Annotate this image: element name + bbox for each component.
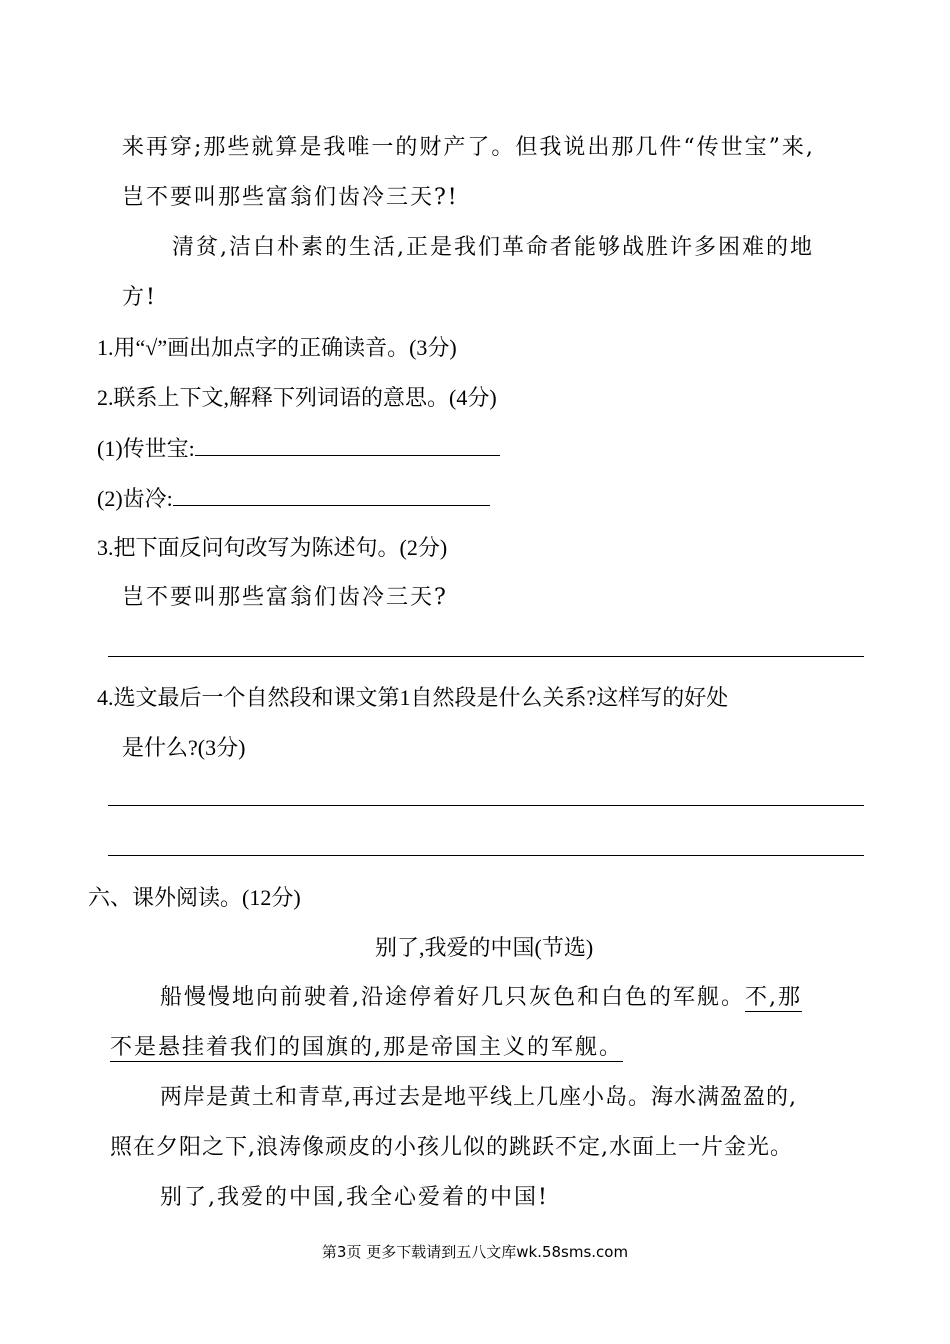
question-2-item-1-label: (1)传世宝: [97,436,195,461]
section-6-heading: 六、课外阅读。(12分) [88,885,301,910]
passage-line-4: 方! [122,285,157,310]
question-1: 1.用“√”画出加点字的正确读音。(3分) [97,335,457,360]
underlined-sentence-start: 不,那 [745,985,802,1010]
underlined-sentence-end: 不是悬挂着我们的国旗的,那是帝国主义的军舰。 [110,1035,623,1060]
passage-line-1: 来再穿;那些就算是我唯一的财产了。但我说出那几件“传世宝”来, [122,135,815,160]
question-2-item-1 [97,433,500,464]
question-2-item-2 [97,483,490,514]
answer-blank-1[interactable] [195,433,500,456]
passage-line-2: 岂不要叫那些富翁们齿冷三天?! [122,185,459,210]
section-6-title: 别了,我爱的中国(节选) [375,935,594,960]
question-3-sentence: 岂不要叫那些富翁们齿冷三天? [122,585,448,610]
section-6-paragraph-1-line-1 [160,983,802,1013]
question-4-line-2: 是什么?(3分) [122,735,246,760]
section-6-paragraph-3: 别了,我爱的中国,我全心爱着的中国! [160,1185,549,1210]
paragraph-1-text: 船慢慢地向前驶着,沿途停着好几只灰色和白色的军舰。 [160,985,745,1010]
page-footer: 第3页 更多下载请到五八文库wk.58sms.com [321,1243,629,1261]
section-6-paragraph-2-line-2: 照在夕阳之下,浪涛像顽皮的小孩儿似的跳跃不定,水面上一片金光。 [110,1135,793,1160]
question-2: 2.联系上下文,解释下列词语的意思。(4分) [97,385,497,410]
question-2-item-2-label: (2)齿冷: [97,486,173,511]
answer-line-4a[interactable] [108,805,864,806]
question-4-line-1: 4.选文最后一个自然段和课文第1自然段是什么关系?这样写的好处 [97,685,729,710]
section-6-paragraph-1-line-2 [110,1033,623,1063]
answer-line-3[interactable] [108,656,864,657]
question-3: 3.把下面反问句改写为陈述句。(2分) [97,535,448,560]
answer-blank-2[interactable] [173,483,490,506]
passage-line-3: 清贫,洁白朴素的生活,正是我们革命者能够战胜许多困难的地 [172,235,814,260]
section-6-paragraph-2-line-1: 两岸是黄土和青草,再过去是地平线上几座小岛。海水满盈盈的, [160,1085,797,1110]
answer-line-4b[interactable] [108,855,864,856]
